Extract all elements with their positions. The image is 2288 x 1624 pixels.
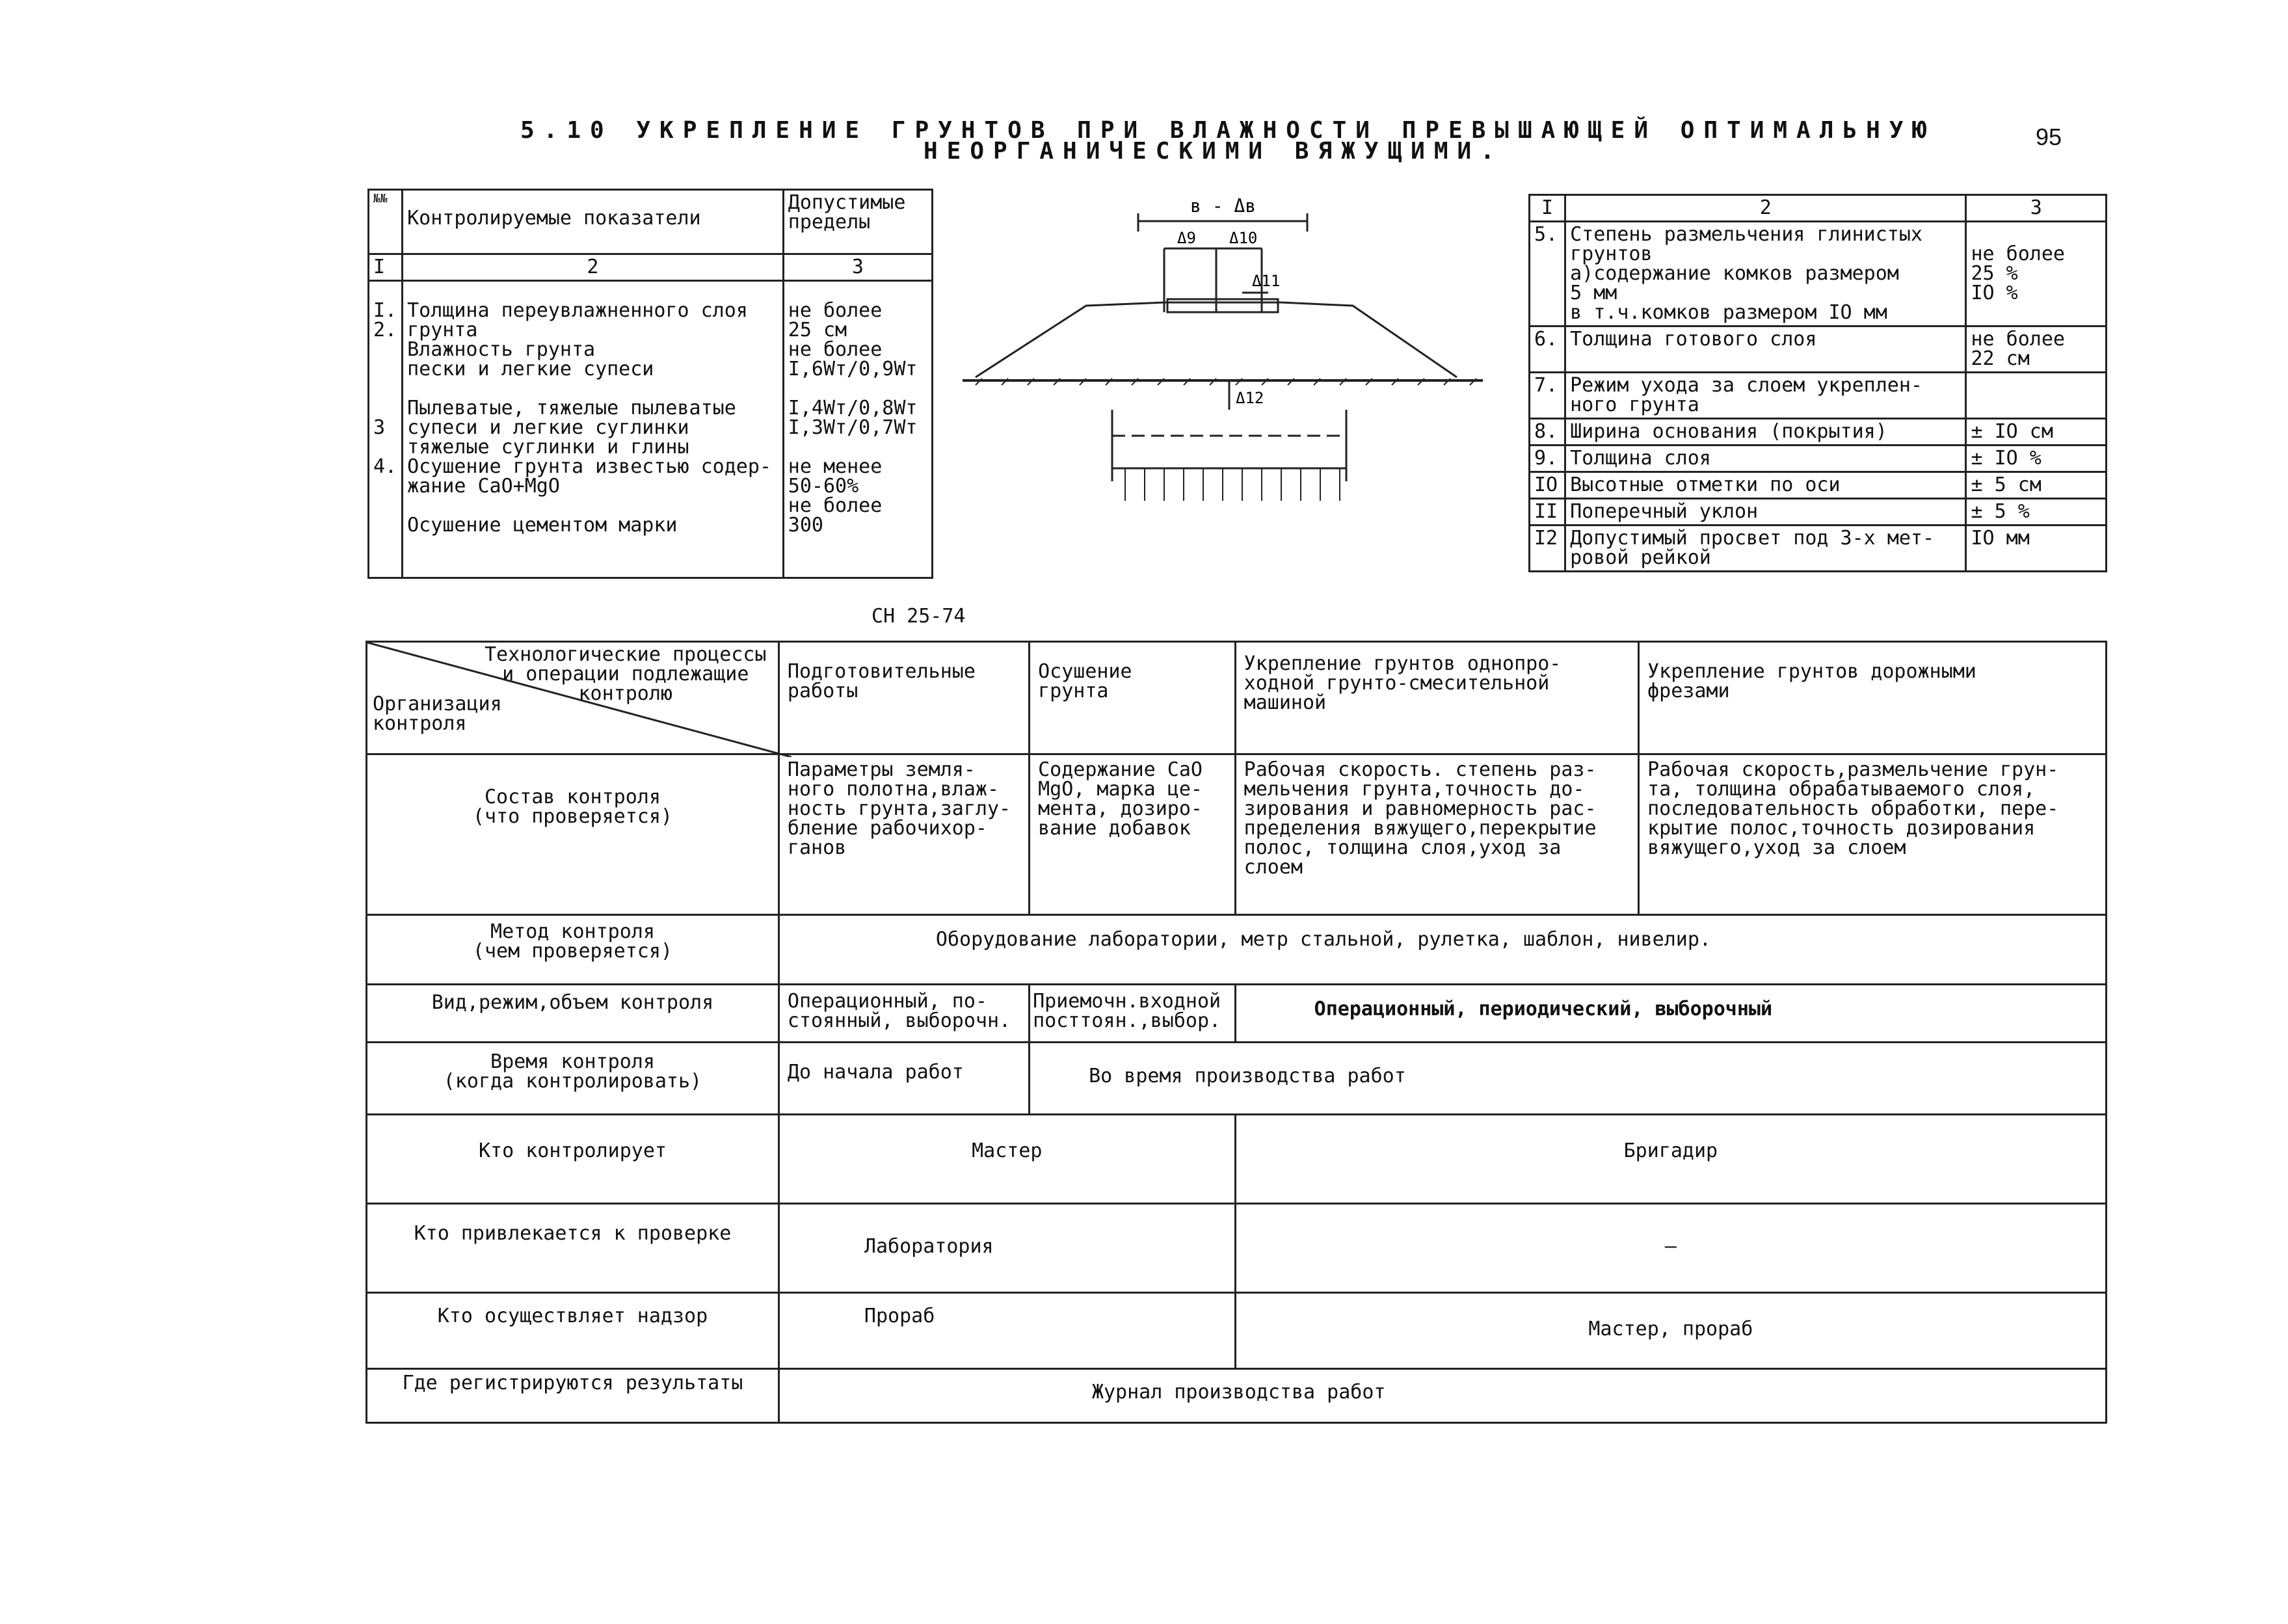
cell-kto-3-4: Бригадир: [1235, 1115, 2106, 1204]
table-header-row: [369, 190, 933, 254]
label-width: в - Δв: [1190, 195, 1257, 217]
row-num: 5.: [1530, 222, 1565, 326]
cell-privlekaetsya-3-4: —: [1235, 1204, 2106, 1293]
cell-sostav-2: Содержание CaO MgO, марка це- мента, дозиро- вание добавок: [1030, 754, 1236, 915]
table-row: [1530, 446, 2107, 472]
table-row: [367, 1369, 2107, 1423]
cell-sostav-1: Параметры земля- ного полотна,влаж- ность грунта,заглу- бление рабочихор- ганов: [778, 754, 1029, 915]
row-limit: ± IO %: [1966, 446, 2107, 472]
page-number: 95: [2036, 124, 2062, 150]
col-num-1: I: [1530, 195, 1565, 222]
row-label-vid: Вид,режим,объем контроля: [367, 985, 779, 1043]
cell-vremya-2-4: Во время производства работ: [1030, 1043, 2107, 1115]
row-num: I2: [1530, 526, 1565, 572]
cell-kto-1-2: Мастер: [778, 1115, 1235, 1204]
row-param: Поперечный уклон: [1565, 499, 1966, 526]
row-num: 7.: [1530, 373, 1565, 419]
label-d9: Δ9: [1177, 229, 1196, 247]
row-param: Допустимый просвет под 3-х мет- ровой рейкой: [1565, 526, 1966, 572]
label-d11: Δ11: [1252, 272, 1281, 290]
corner-bottom-label: Организация контроля: [373, 693, 502, 735]
row-limit: IO мм: [1966, 526, 2107, 572]
col-num-2: 2: [1565, 195, 1966, 222]
row-label-metod: Метод контроля (чем проверяется): [367, 915, 779, 985]
col-num-1: I: [369, 254, 403, 281]
row-label-nadzor: Кто осуществляет надзор: [367, 1293, 779, 1369]
table-row: [1530, 222, 2107, 326]
row-num: II: [1530, 499, 1565, 526]
norm-code: СН 25-74: [871, 605, 966, 628]
table-row: [367, 1115, 2107, 1204]
table-row: [1530, 326, 2107, 373]
table-row: [367, 985, 2107, 1043]
table-row: [1530, 499, 2107, 526]
limit-cell: не более 25 см не более I,6Wт/0,9Wт I,4Wт/0,8Wт I,3Wт/0,7Wт не менее 50-60% не более 300: [783, 281, 932, 578]
col-num-3: 3: [783, 254, 932, 281]
row-limit: не более 25 % IO %: [1966, 222, 2107, 326]
col-header-num: №№: [369, 190, 403, 254]
document-title-line2: НЕОРГАНИЧЕСКИМИ ВЯЖУЩИМИ.: [924, 138, 1504, 165]
row-label-vremya: Время контроля (когда контролировать): [367, 1043, 779, 1115]
document-title-line1: 5.10 УКРЕПЛЕНИЕ ГРУНТОВ ПРИ ВЛАЖНОСТИ ПРЕВЫШАЮЩЕЙ ОПТИМАЛЬНУЮ: [520, 117, 1936, 144]
col-header-road-mills: Укрепление грунтов дорожными фрезами: [1639, 642, 2107, 754]
num-cell: I. 2. 3 4.: [369, 281, 403, 578]
row-label-registr: Где регистрируются результаты: [367, 1369, 779, 1423]
table-row: [1530, 373, 2107, 419]
cell-privlekaetsya-1-2: Лаборатория: [778, 1204, 1235, 1293]
control-organization-table: [366, 641, 2107, 1424]
cell-nadzor-1-2: Прораб: [778, 1293, 1235, 1369]
table-row: [1530, 472, 2107, 499]
row-label-sostav: Состав контроля (что проверяется): [367, 754, 779, 915]
row-num: 8.: [1530, 419, 1565, 446]
table-row: [369, 281, 933, 578]
corner-top-label: Технологические процессы и операции подлежащие контролю: [485, 643, 767, 705]
col-num-2: 2: [403, 254, 784, 281]
col-header-drying: Осушение грунта: [1030, 642, 1236, 754]
row-label-privlekaetsya: Кто привлекается к проверке: [367, 1204, 779, 1293]
row-param: Ширина основания (покрытия): [1565, 419, 1966, 446]
row-label-kto: Кто контролирует: [367, 1115, 779, 1204]
table-row: [1530, 419, 2107, 446]
table-row: [1530, 526, 2107, 572]
col-num-3: 3: [1966, 195, 2107, 222]
row-limit: ± 5 %: [1966, 499, 2107, 526]
cell-sostav-4: Рабочая скорость,размельчение грун- та, толщина обрабатываемого слоя, последовательность обработки, пере- крытие полос,точность дозирования вяжущего,уход за слоем: [1639, 754, 2107, 915]
table-header-row: [367, 642, 2107, 754]
table-row: [367, 915, 2107, 985]
row-num: 6.: [1530, 326, 1565, 373]
cell-vid-1: Операционный, по- стоянный, выборочн.: [778, 985, 1029, 1043]
embankment-profile: [976, 302, 1457, 377]
col-header-single-pass: Укрепление грунтов однопро- ходной грунто-смесительной машиной: [1235, 642, 1638, 754]
left-tolerance-table: [367, 189, 933, 579]
table-colnum-row: [1530, 195, 2107, 222]
param-cell: Толщина переувлажненного слоя грунта Влажность грунта пески и легкие супеси Пылеватые, тяжелые пылеватые супеси и легкие суглинки тяжелые суглинки и глины Осушение грунта известью содер- жание CaO+MgO Осушение цементом марки: [403, 281, 784, 578]
row-param: Толщина готового слоя: [1565, 326, 1966, 373]
row-num: IO: [1530, 472, 1565, 499]
row-num: 9.: [1530, 446, 1565, 472]
row-limit: ± IO см: [1966, 419, 2107, 446]
row-limit: ± 5 см: [1966, 472, 2107, 499]
table-row: [367, 1204, 2107, 1293]
row-param: Режим ухода за слоем укреплен- ного грунта: [1565, 373, 1966, 419]
right-tolerance-table: [1528, 194, 2107, 572]
cell-metod: Оборудование лаборатории, метр стальной, рулетка, шаблон, нивелир.: [778, 915, 2106, 985]
cell-registr: Журнал производства работ: [778, 1369, 2106, 1423]
row-limit: не более 22 см: [1966, 326, 2107, 373]
table-row: [367, 1293, 2107, 1369]
table-row: [367, 1043, 2107, 1115]
cell-vremya-1: До начала работ: [778, 1043, 1029, 1115]
row-param: Степень размельчения глинистых грунтов а)содержание комков размером 5 мм в т.ч.комков размером IO мм: [1565, 222, 1966, 326]
row-param: Высотные отметки по оси: [1565, 472, 1966, 499]
label-d10: Δ10: [1229, 229, 1258, 247]
label-d12: Δ12: [1236, 389, 1264, 407]
cell-sostav-3: Рабочая скорость. степень раз- мельчения грунта,точность до- зирования и равномерность рас- пределения вяжущего,перекрытие полос, толщина слоя,уход за слоем: [1235, 754, 1638, 915]
table-row: [367, 754, 2107, 915]
table-colnum-row: [369, 254, 933, 281]
col-header-param: Контролируемые показатели: [403, 190, 784, 254]
cell-vid-2: Приемочн.входной посттоян.,выбор.: [1030, 985, 1236, 1043]
col-header-limit: Допустимые пределы: [783, 190, 932, 254]
col-header-preparatory: Подготовительные работы: [778, 642, 1029, 754]
road-cross-section-diagram: [956, 195, 1496, 520]
cell-vid-3-4: Операционный, периодический, выборочный: [1235, 985, 2106, 1043]
row-limit: [1966, 373, 2107, 419]
corner-header-cell: [367, 642, 779, 754]
row-param: Толщина слоя: [1565, 446, 1966, 472]
cell-nadzor-3-4: Мастер, прораб: [1235, 1293, 2106, 1369]
